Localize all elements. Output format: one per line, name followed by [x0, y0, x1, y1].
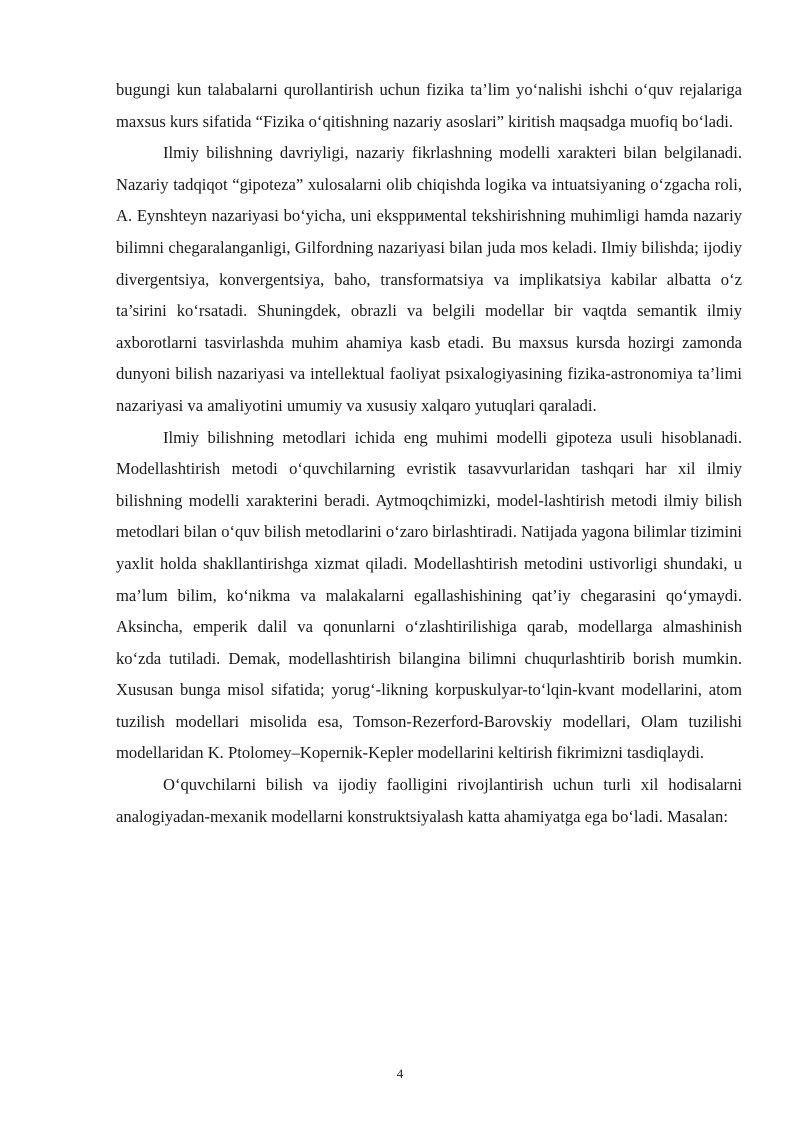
page-body	[116, 74, 742, 832]
paragraph-continuation: bugungi kun talabalarni qurollantirish uchun fizika ta’lim yo‘nalishi ishchi o‘quv rejalariga maxsus kurs sifatida “Fizika o‘qitishning nazariy asoslari” kiritish maqsadga muofiq bo‘ladi.	[116, 80, 742, 131]
paragraph-modeling-method: Ilmiy bilishning metodlari ichida eng muhimi modelli gipoteza usuli hisoblanadi. Modellashtirish metodi o‘quvchilarning evristik tasavvurlaridan tashqari har xil ilmiy bilishning modelli xarakterini beradi. Aytmoqchimizki, model-lashtirish metodi ilmiy bilish metodlari bilan o‘quv bilish metodlarini o‘zaro birlashtiradi. Natijada yagona bilimlar tizimini yaxlit holda shakllantirishga xizmat qiladi. Modellashtirish metodini ustivorligi shundaki, u ma’lum bilim, ko‘nikma va malakalarni egallashishining qat’iy chegarasini qo‘ymaydi. Aksincha, emperik dalil va qonunlarni o‘zlashtirilishiga qarab, modellarga almashinish ko‘zda tutiladi. Demak, modellashtirish bilangina bilimni chuqurlashtirib borish mumkin. Xususan bunga misol sifatida; yorug‘-likning korpuskulyar-to‘lqin-kvant modellarini, atom tuzilish modellari misolida esa, Tomson-Rezerford-Barovskiy modellari, Olam tuzilishi modellaridan K. Ptolomey–Kopernik-Kepler modellarini keltirish fikrimizni tasdiqlaydi.	[116, 427, 742, 763]
paragraph-scientific-cognition: Ilmiy bilishning davriyligi, nazariy fikrlashning modelli xarakteri bilan belgilanadi. Nazariy tadqiqot “gipoteza” xulosalarni olib chiqishda logika va intuatsiyaning o‘zgacha roli, A. Eynshteyn nazariyasi bo‘yicha, uni ekspримental tekshirishning muhimligi hamda nazariy bilimni chegaralanganligi, Gilfordning nazariyasi bilan juda mos keladi. Ilmiy bilishda; ijodiy divergentsiya, konvergentsiya, baho, transformatsiya va implikatsiya kabilar albatta o‘z ta’sirini ko‘rsatadi. Shuningdek, obrazli va belgili modellar bir vaqtda semantik ilmiy axborotlarni tasvirlashda muhim ahamiya kasb etadi. Bu maxsus kursda hozirgi zamonda dunyoni bilish nazariyasi va intellektual faoliyat psixalogiyasining fizika-astronomiya ta’limi nazariyasi va amaliyotini umumiy va xususiy xalqaro yutuqlari qaraladi.	[116, 143, 742, 415]
paragraph-student-activity: O‘quvchilarni bilish va ijodiy faolligini rivojlantirish uchun turli xil hodisalarni analogiyadan-mexanik modellarni konstruktsiyalash katta ahamiyatga ega bo‘ladi. Masalan:	[116, 775, 742, 826]
page-number: 4	[396, 1066, 404, 1081]
